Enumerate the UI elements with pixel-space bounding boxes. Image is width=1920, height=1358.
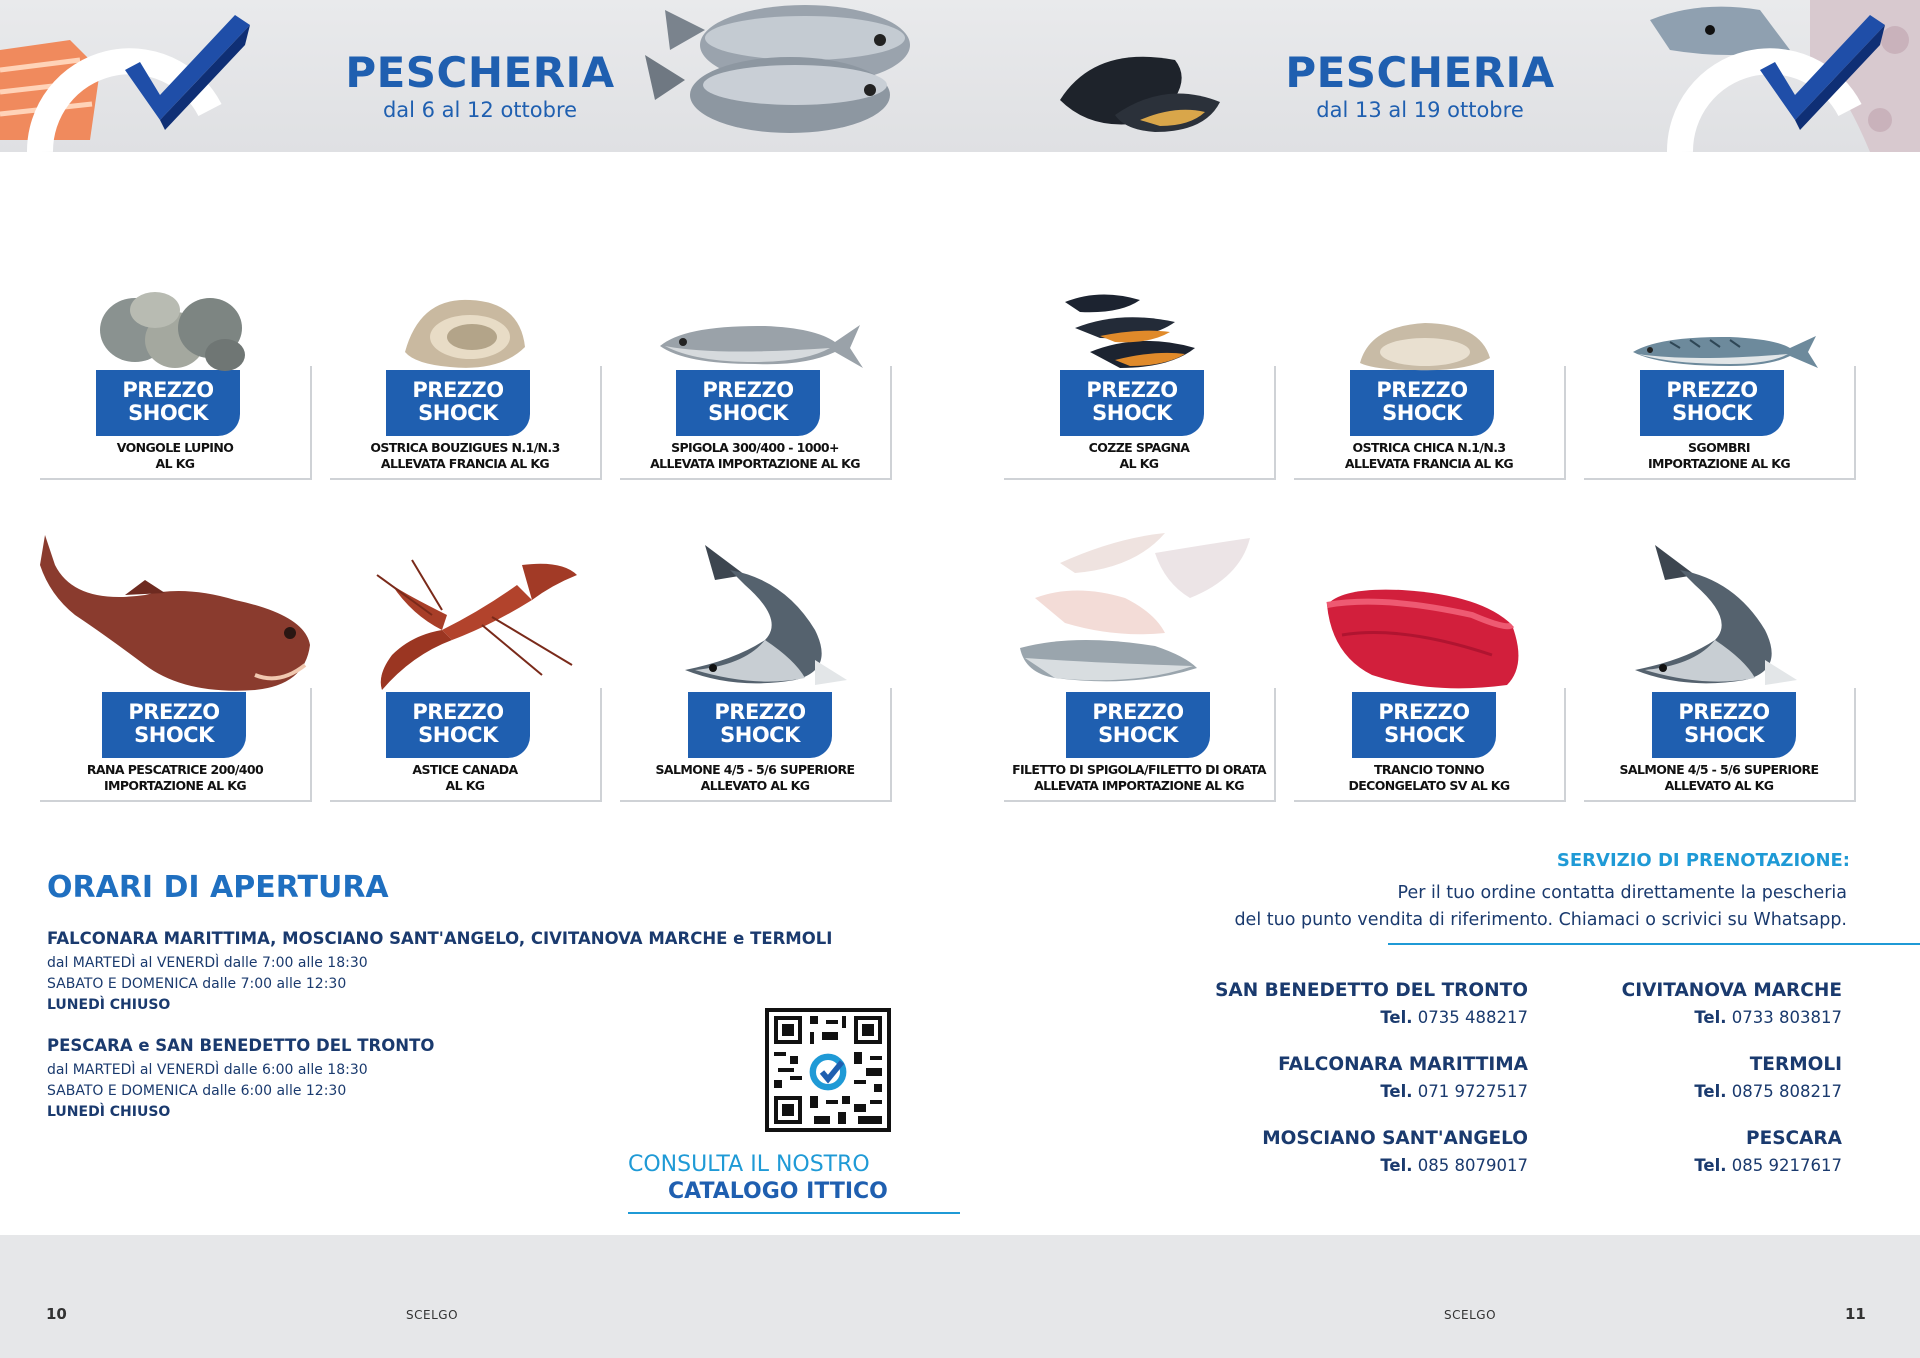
prezzo-shock-badge: PREZZO SHOCK <box>1350 370 1494 436</box>
hours-weekday: dal MARTEDÌ al VENERDÌ dalle 6:00 alle 18:30 <box>47 1062 368 1078</box>
product-name: TRANCIO TONNO DECONGELATO SV AL KG <box>1348 762 1510 793</box>
prezzo-shock-badge: PREZZO SHOCK <box>1640 370 1784 436</box>
hours-group-2 <box>47 1036 434 1123</box>
product-card-astice <box>330 688 602 802</box>
prezzo-shock-badge: PREZZO SHOCK <box>1066 692 1210 758</box>
product-card-vongole <box>40 366 312 480</box>
product-name: VONGOLE LUPINO AL KG <box>116 440 234 471</box>
header-dates-left: dal 6 al 12 ottobre <box>382 98 578 122</box>
hours-weekend: SABATO E DOMENICA dalle 7:00 alle 12:30 <box>47 976 347 992</box>
footer-brand-left: SCELGO <box>406 1308 459 1322</box>
product-name: RANA PESCATRICE 200/400 IMPORTAZIONE AL KG <box>86 762 264 793</box>
mussels-image <box>1055 40 1225 135</box>
qr-code-pattern <box>769 1012 887 1128</box>
prezzo-shock-badge: PREZZO SHOCK <box>1060 370 1204 436</box>
prezzo-shock-badge: PREZZO SHOCK <box>676 370 820 436</box>
lobster-image <box>372 555 582 695</box>
product-card-ostrica-bouzigues <box>330 366 602 480</box>
product-card-filetto <box>1004 688 1276 802</box>
prezzo-shock-badge: PREZZO SHOCK <box>1352 692 1496 758</box>
product-card-salmone-2 <box>1584 688 1856 802</box>
salmon-image <box>675 540 855 695</box>
contact-san-benedetto: SAN BENEDETTO DEL TRONTO Tel. 0735 488217 <box>1215 980 1528 1027</box>
catalog-link-line2[interactable]: CATALOGO ITTICO <box>668 1179 888 1204</box>
oyster-image <box>1355 318 1495 372</box>
sea-bream-image <box>645 0 915 140</box>
hours-stores: PESCARA e SAN BENEDETTO DEL TRONTO <box>47 1036 435 1055</box>
product-name: SPIGOLA 300/400 - 1000+ ALLEVATA IMPORTAZIONE AL KG <box>650 440 860 471</box>
sea-bass-image <box>655 320 865 372</box>
product-name: COZZE SPAGNA AL KG <box>1088 440 1190 471</box>
monkfish-image <box>35 535 315 695</box>
product-card-rana-pescatrice <box>40 688 312 802</box>
tuna-steak-image <box>1322 585 1527 695</box>
contact-civitanova: CIVITANOVA MARCHE Tel. 0733 803817 <box>1621 980 1842 1027</box>
header-title-right: PESCHERIA <box>1285 48 1555 97</box>
contact-mosciano: MOSCIANO SANT'ANGELO Tel. 085 8079017 <box>1262 1128 1528 1175</box>
prezzo-shock-badge: PREZZO SHOCK <box>386 370 530 436</box>
product-name: FILETTO DI SPIGOLA/FILETTO DI ORATA ALLEVATA IMPORTAZIONE AL KG <box>1012 762 1266 793</box>
mussels-image <box>1060 288 1200 372</box>
header-title-left: PESCHERIA <box>345 48 615 97</box>
hours-title: ORARI DI APERTURA <box>47 870 389 905</box>
oyster-image <box>400 292 530 372</box>
catalog-divider <box>628 1212 960 1214</box>
hours-closed: LUNEDÌ CHIUSO <box>47 1104 171 1120</box>
product-card-ostrica-chica <box>1294 366 1566 480</box>
footer <box>0 1235 1920 1358</box>
product-card-cozze <box>1004 366 1276 480</box>
catalog-link-line1[interactable]: CONSULTA IL NOSTRO <box>628 1152 870 1177</box>
qr-code-icon[interactable] <box>765 1008 891 1132</box>
hours-closed: LUNEDÌ CHIUSO <box>47 997 171 1013</box>
prezzo-shock-badge: PREZZO SHOCK <box>102 692 246 758</box>
product-name: SGOMBRI IMPORTAZIONE AL KG <box>1647 440 1790 471</box>
header-dates-right: dal 13 al 19 ottobre <box>1316 98 1524 122</box>
page-number-left: 10 <box>46 1305 67 1323</box>
prezzo-shock-badge: PREZZO SHOCK <box>1652 692 1796 758</box>
product-card-trancio-tonno <box>1294 688 1566 802</box>
fish-fillet-image <box>1015 528 1255 693</box>
product-name: OSTRICA BOUZIGUES N.1/N.3 ALLEVATA FRANCIA AL KG <box>370 440 560 471</box>
prezzo-shock-badge: PREZZO SHOCK <box>386 692 530 758</box>
product-card-salmone-1 <box>620 688 892 802</box>
clams-image <box>95 290 245 372</box>
header-right <box>960 0 1920 152</box>
prezzo-shock-badge: PREZZO SHOCK <box>688 692 832 758</box>
product-name: SALMONE 4/5 - 5/6 SUPERIORE ALLEVATO AL KG <box>1619 762 1819 793</box>
scelgo-logo-icon <box>10 0 250 152</box>
header-left <box>0 0 960 152</box>
contact-termoli: TERMOLI Tel. 0875 808217 <box>1694 1054 1842 1101</box>
product-name: SALMONE 4/5 - 5/6 SUPERIORE ALLEVATO AL KG <box>655 762 855 793</box>
hours-stores: FALCONARA MARITTIMA, MOSCIANO SANT'ANGELO, CIVITANOVA MARCHE e TERMOLI <box>47 929 833 948</box>
product-card-sgombri <box>1584 366 1856 480</box>
contact-pescara: PESCARA Tel. 085 9217617 <box>1694 1128 1842 1175</box>
booking-title: SERVIZIO DI PRENOTAZIONE: <box>1556 850 1850 871</box>
hours-weekend: SABATO E DOMENICA dalle 6:00 alle 12:30 <box>47 1083 347 1099</box>
booking-text: Per il tuo ordine contatta direttamente la pescheria del tuo punto vendita di riferimento. Chiamaci o scrivici su Whatsapp. <box>1234 883 1847 930</box>
contact-falconara: FALCONARA MARITTIMA Tel. 071 9727517 <box>1278 1054 1528 1101</box>
product-name: OSTRICA CHICA N.1/N.3 ALLEVATA FRANCIA AL KG <box>1344 440 1514 471</box>
prezzo-shock-badge: PREZZO SHOCK <box>96 370 240 436</box>
hours-weekday: dal MARTEDÌ al VENERDÌ dalle 7:00 alle 18:30 <box>47 955 368 971</box>
product-card-spigola <box>620 366 892 480</box>
page-number-right: 11 <box>1845 1305 1866 1323</box>
hours-group-1 <box>47 929 832 1016</box>
footer-brand-right: SCELGO <box>1444 1308 1497 1322</box>
booking-divider <box>1388 943 1920 945</box>
mackerel-image <box>1630 332 1820 372</box>
product-name: ASTICE CANADA AL KG <box>412 762 518 793</box>
salmon-image <box>1625 540 1805 695</box>
scelgo-logo-icon <box>1640 0 1920 152</box>
